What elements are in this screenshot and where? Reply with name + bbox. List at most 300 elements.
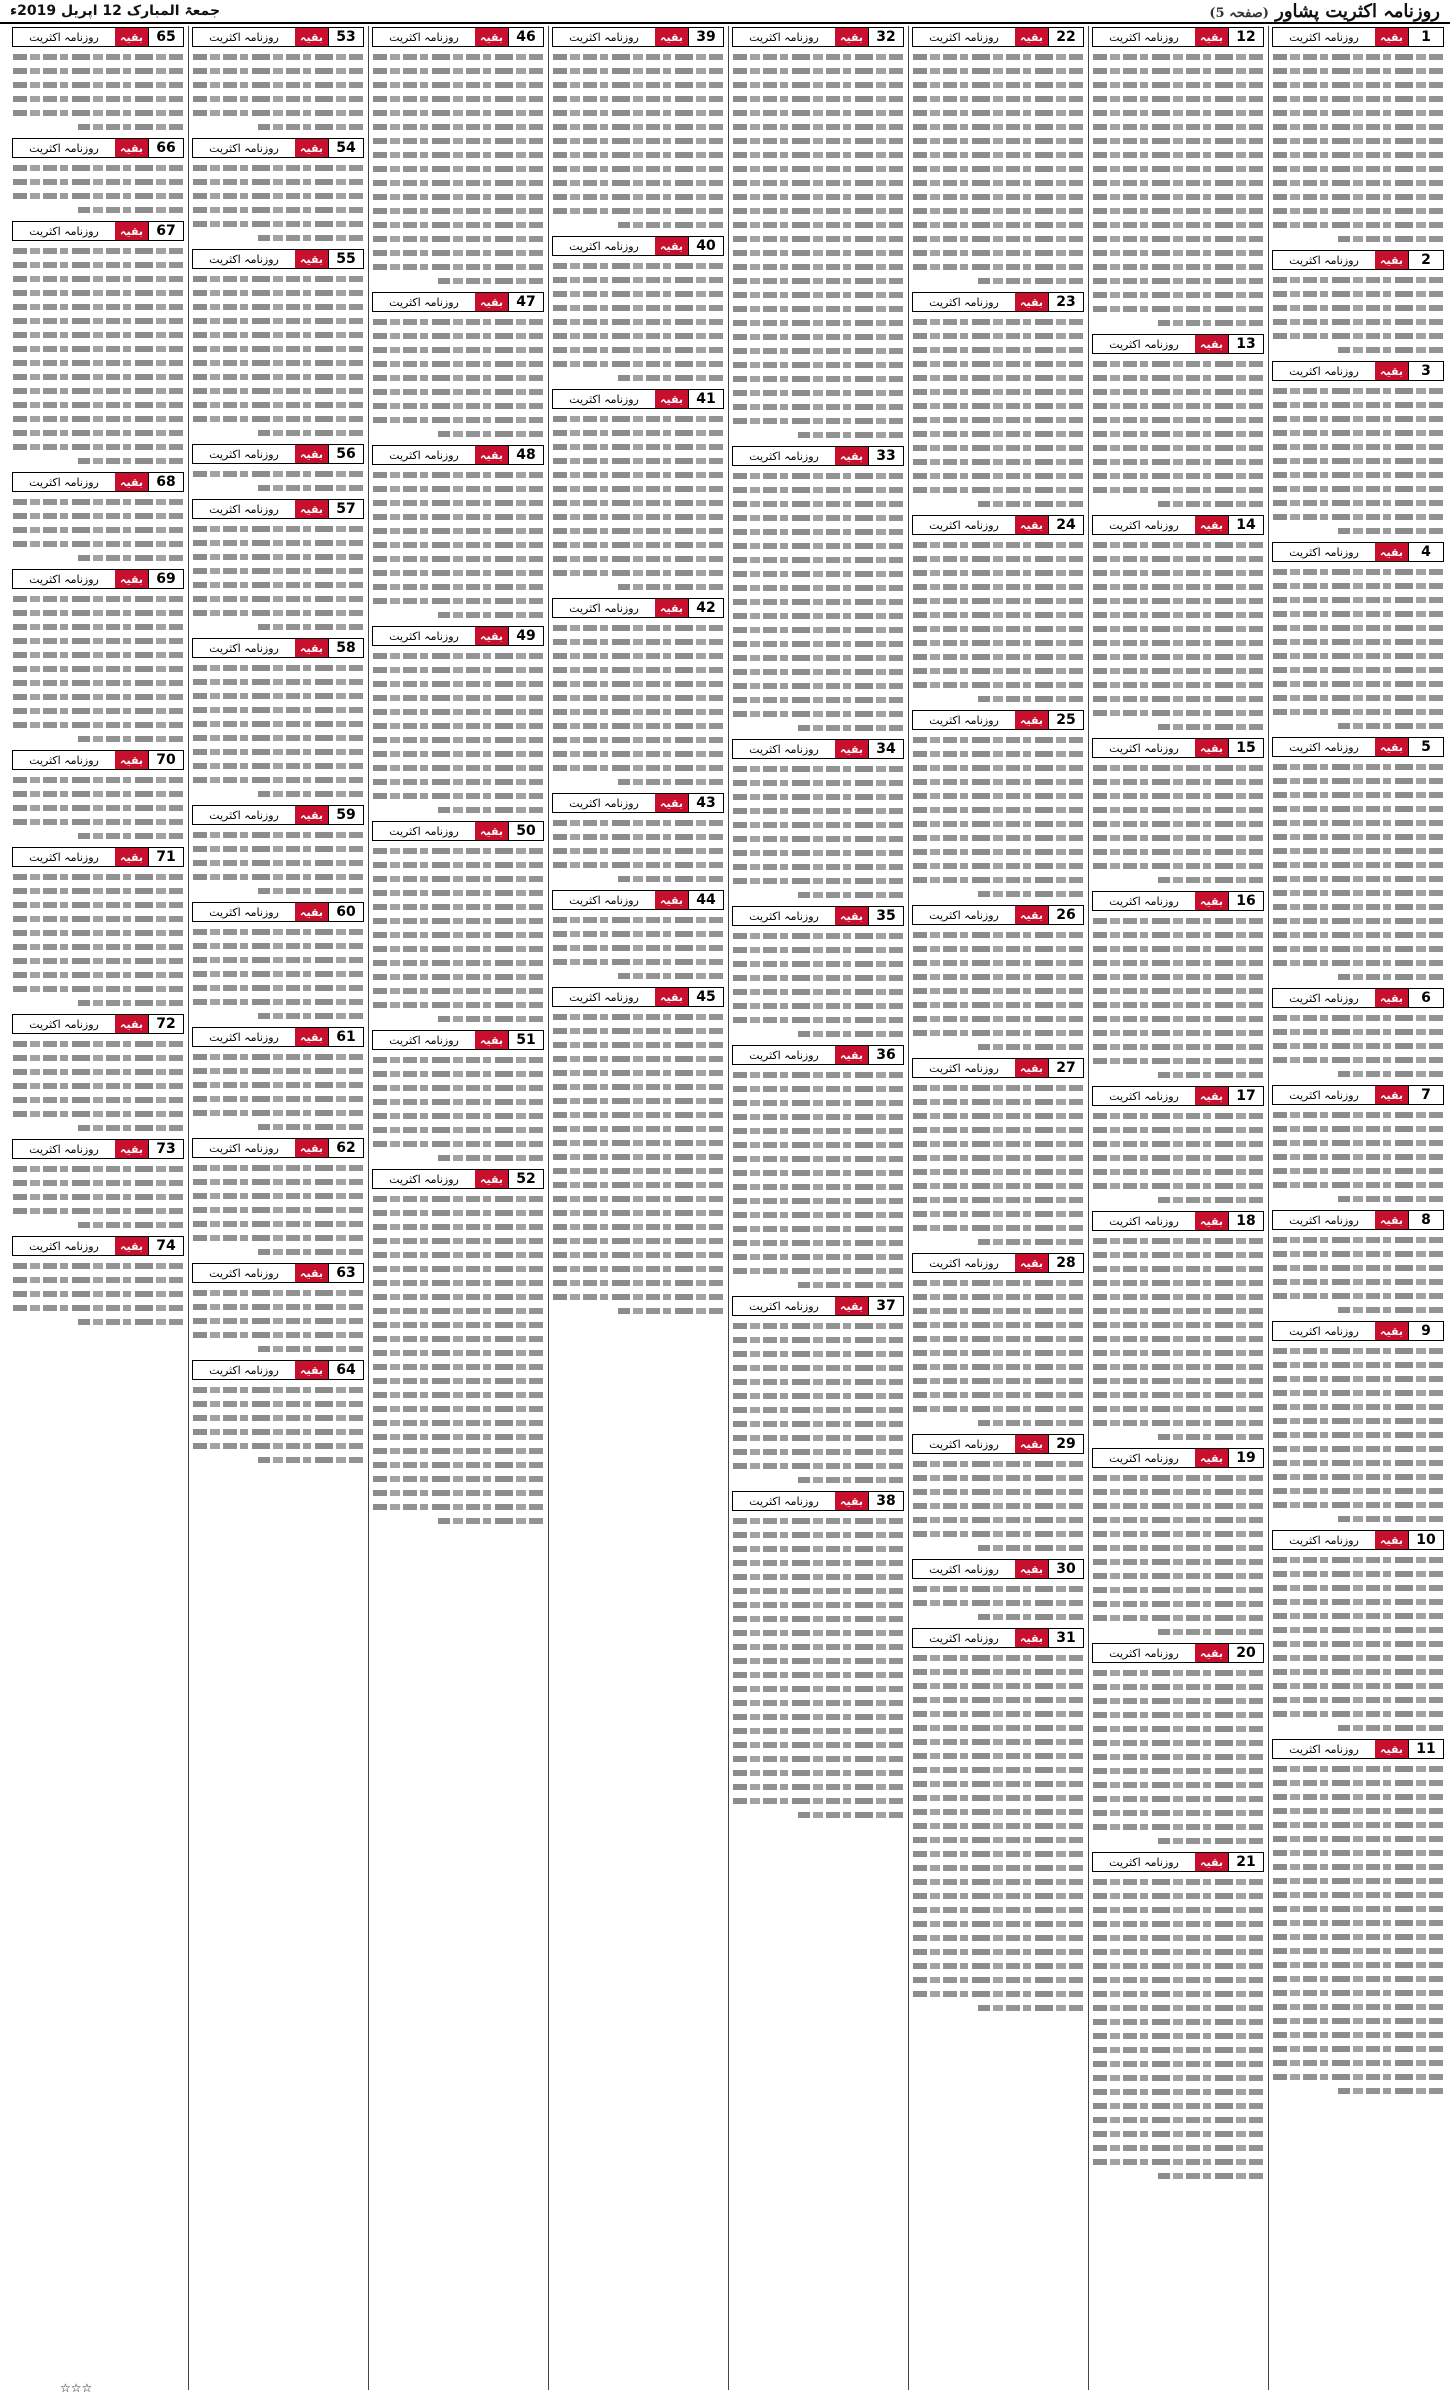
section-brand-tag: بقیہ <box>1375 1086 1408 1104</box>
text-line <box>733 1333 903 1347</box>
section-header <box>372 1030 544 1050</box>
section-paper-name: روزنامہ اکثریت <box>1273 1531 1375 1549</box>
text-line <box>13 106 183 120</box>
text-line <box>193 106 363 120</box>
text-line <box>553 440 723 454</box>
section-body-text <box>1093 914 1263 1082</box>
text-line <box>913 427 1083 441</box>
section-body-text <box>913 928 1083 1054</box>
text-line <box>373 1234 543 1248</box>
text-line <box>733 595 903 609</box>
text-line <box>733 637 903 651</box>
text-line <box>193 536 363 550</box>
text-line <box>913 162 1083 176</box>
text-line <box>1093 288 1263 302</box>
section-header <box>1272 1210 1444 1230</box>
text-line <box>1273 1456 1443 1470</box>
text-line <box>13 78 183 92</box>
section-header <box>192 499 364 519</box>
text-line <box>1273 816 1443 830</box>
text-line <box>193 1231 363 1245</box>
text-line <box>1273 273 1443 287</box>
text-line <box>78 996 183 1010</box>
text-line <box>258 481 363 495</box>
section-body-text <box>1273 50 1443 246</box>
text-line <box>1338 719 1443 733</box>
text-line <box>13 370 183 384</box>
text-line <box>733 414 903 428</box>
section-brand-tag: بقیہ <box>475 627 508 645</box>
text-line <box>733 665 903 679</box>
text-line <box>1093 134 1263 148</box>
text-line <box>193 1286 363 1300</box>
section-brand-tag: بقیہ <box>1195 1644 1228 1662</box>
section-brand-tag: بقیہ <box>1375 1740 1408 1758</box>
text-line <box>733 358 903 372</box>
section-brand-tag: بقیہ <box>1375 989 1408 1007</box>
text-line <box>1093 1973 1263 1987</box>
section-header <box>1272 737 1444 757</box>
section-paper-name: روزنامہ اکثریت <box>913 906 1015 924</box>
text-line <box>913 608 1083 622</box>
text-line <box>1273 1776 1443 1790</box>
text-line <box>193 661 363 675</box>
section-number: 1 <box>1408 28 1443 46</box>
section-number: 11 <box>1408 1740 1443 1758</box>
text-line <box>193 522 363 536</box>
section-number: 39 <box>688 28 723 46</box>
text-line <box>553 120 723 134</box>
text-line <box>1093 859 1263 873</box>
text-line <box>373 120 543 134</box>
section-paper-name: روزنامہ اکثریت <box>1273 543 1375 561</box>
text-line <box>1273 1164 1443 1178</box>
text-line <box>913 733 1083 747</box>
text-line <box>1093 1945 1263 1959</box>
section-brand-tag: بقیہ <box>1015 711 1048 729</box>
text-line <box>1273 2014 1443 2028</box>
text-line <box>733 246 903 260</box>
section-brand-tag: بقیہ <box>1015 28 1048 46</box>
text-line <box>193 564 363 578</box>
text-line <box>1273 468 1443 482</box>
section-body-text <box>373 315 543 441</box>
text-line <box>13 1079 183 1093</box>
text-line <box>373 761 543 775</box>
text-line <box>553 134 723 148</box>
text-line <box>1273 1693 1443 1707</box>
text-line <box>733 218 903 232</box>
text-line <box>1273 1261 1443 1275</box>
text-line <box>1338 970 1443 984</box>
section-number: 3 <box>1408 362 1443 380</box>
text-line <box>13 161 183 175</box>
text-line <box>913 1318 1083 1332</box>
section-brand-tag: بقیہ <box>1015 1254 1048 1272</box>
text-line <box>1093 1680 1263 1694</box>
text-line <box>618 218 723 232</box>
section-number: 26 <box>1048 906 1083 924</box>
section-paper-name: روزنامہ اکثریت <box>553 599 655 617</box>
section-header <box>1272 27 1444 47</box>
text-line <box>1273 287 1443 301</box>
text-line <box>733 190 903 204</box>
text-line <box>13 1051 183 1065</box>
text-line <box>798 1808 903 1822</box>
text-line <box>733 1347 903 1361</box>
section-paper-name: روزنامہ اکثریت <box>1273 1211 1375 1229</box>
text-line <box>193 384 363 398</box>
column-divider <box>1268 26 1269 2390</box>
section-number: 13 <box>1228 335 1263 353</box>
text-line <box>1273 830 1443 844</box>
text-line <box>1273 1122 1443 1136</box>
text-line <box>553 106 723 120</box>
text-line <box>193 1217 363 1231</box>
text-line <box>1273 788 1443 802</box>
text-line <box>913 1276 1083 1290</box>
text-line <box>1273 1150 1443 1164</box>
text-line <box>1093 706 1263 720</box>
section-paper-name: روزنامہ اکثریت <box>1273 1740 1375 1758</box>
section-paper-name: روزنامہ اکثریت <box>1093 516 1195 534</box>
text-line <box>553 1192 723 1206</box>
text-line <box>553 176 723 190</box>
text-line <box>13 300 183 314</box>
text-line <box>1093 78 1263 92</box>
text-line <box>193 1439 363 1453</box>
text-line <box>913 357 1083 371</box>
section-header <box>552 890 724 910</box>
text-line <box>733 693 903 707</box>
text-line <box>1273 384 1443 398</box>
text-line <box>733 316 903 330</box>
text-line <box>1273 1651 1443 1665</box>
section-body-text <box>193 50 363 134</box>
section-header <box>12 750 184 770</box>
text-line <box>1093 1666 1263 1680</box>
text-line <box>1273 1930 1443 1944</box>
section-paper-name: روزنامہ اکثریت <box>1093 1644 1195 1662</box>
text-line <box>733 609 903 623</box>
text-line <box>1273 579 1443 593</box>
column-3 <box>910 26 1086 2390</box>
text-line <box>1093 538 1263 552</box>
text-line <box>1093 1778 1263 1792</box>
text-line <box>78 454 183 468</box>
section-paper-name: روزنامہ اکثریت <box>373 446 475 464</box>
text-line <box>373 1360 543 1374</box>
section-header <box>552 987 724 1007</box>
section-header <box>1272 1321 1444 1341</box>
text-line <box>1093 1597 1263 1611</box>
text-line <box>13 1259 183 1273</box>
text-line <box>1093 622 1263 636</box>
text-line <box>78 1315 183 1329</box>
text-line <box>13 620 183 634</box>
section-brand-tag: بقیہ <box>1015 1435 1048 1453</box>
text-line <box>1273 398 1443 412</box>
section-body-text <box>1093 538 1263 734</box>
text-line <box>1093 1931 1263 1945</box>
text-line <box>733 1166 903 1180</box>
section-number: 63 <box>328 1264 363 1282</box>
section-brand-tag: بقیہ <box>475 293 508 311</box>
section-body-text <box>193 925 363 1023</box>
text-line <box>733 1319 903 1333</box>
text-line <box>733 943 903 957</box>
text-line <box>1093 845 1263 859</box>
text-line <box>1093 664 1263 678</box>
text-line <box>1093 928 1263 942</box>
text-line <box>1093 1109 1263 1123</box>
text-line <box>553 1024 723 1038</box>
text-line <box>1273 1679 1443 1693</box>
text-line <box>373 1290 543 1304</box>
text-line <box>193 50 363 64</box>
text-line <box>913 176 1083 190</box>
section-body-text <box>733 1068 903 1292</box>
text-line <box>1093 274 1263 288</box>
text-line <box>913 148 1083 162</box>
text-line <box>193 64 363 78</box>
text-line <box>373 1206 543 1220</box>
text-line <box>1273 1902 1443 1916</box>
column-divider <box>908 26 909 2390</box>
text-line <box>1093 371 1263 385</box>
section-header <box>912 515 1084 535</box>
section-body-text <box>913 538 1083 706</box>
text-line <box>373 1081 543 1095</box>
section-paper-name: روزنامہ اکثریت <box>193 806 295 824</box>
section-body-text <box>913 1457 1083 1555</box>
text-line <box>438 274 543 288</box>
text-line <box>913 1973 1083 1987</box>
text-line <box>1093 1276 1263 1290</box>
text-line <box>1093 50 1263 64</box>
section-number: 42 <box>688 599 723 617</box>
section-number: 9 <box>1408 1322 1443 1340</box>
text-line <box>1093 1332 1263 1346</box>
section-header <box>192 1138 364 1158</box>
text-line <box>733 134 903 148</box>
text-line <box>1093 176 1263 190</box>
section-brand-tag: بقیہ <box>1195 1853 1228 1871</box>
text-line <box>1273 1428 1443 1442</box>
text-line <box>1093 469 1263 483</box>
text-line <box>733 288 903 302</box>
text-line <box>1273 2070 1443 2084</box>
text-line <box>913 399 1083 413</box>
text-line <box>1093 2001 1263 2015</box>
section-paper-name: روزنامہ اکثریت <box>913 1629 1015 1647</box>
section-number: 50 <box>508 822 543 840</box>
text-line <box>733 1738 903 1752</box>
text-line <box>193 1092 363 1106</box>
text-line <box>1093 1987 1263 2001</box>
text-line <box>193 412 363 426</box>
text-line <box>733 1431 903 1445</box>
text-line <box>1273 454 1443 468</box>
text-line <box>13 384 183 398</box>
section-header <box>1272 250 1444 270</box>
section-body-text <box>913 1081 1083 1249</box>
text-line <box>1093 190 1263 204</box>
text-line <box>913 789 1083 803</box>
text-line <box>1093 789 1263 803</box>
section-brand-tag: بقیہ <box>115 848 148 866</box>
text-line <box>373 998 543 1012</box>
text-line <box>733 1208 903 1222</box>
section-brand-tag: بقیہ <box>295 1139 328 1157</box>
section-paper-name: روزنامہ اکثریت <box>13 28 115 46</box>
text-line <box>1273 1484 1443 1498</box>
text-line <box>1158 497 1263 511</box>
section-number: 18 <box>1228 1212 1263 1230</box>
text-line <box>13 50 183 64</box>
section-paper-name: روزنامہ اکثریت <box>1093 892 1195 910</box>
text-line <box>193 328 363 342</box>
text-line <box>13 426 183 440</box>
section-body-text <box>1273 1011 1443 1081</box>
section-body-text <box>1273 565 1443 733</box>
text-line <box>1273 914 1443 928</box>
text-line <box>13 189 183 203</box>
text-line <box>1273 635 1443 649</box>
section-body-text <box>1093 1666 1263 1848</box>
text-line <box>913 64 1083 78</box>
text-line <box>1093 399 1263 413</box>
text-line <box>373 1388 543 1402</box>
text-line <box>733 804 903 818</box>
text-line <box>193 1411 363 1425</box>
text-line <box>258 787 363 801</box>
text-line <box>553 92 723 106</box>
text-line <box>553 1066 723 1080</box>
text-line <box>553 329 723 343</box>
text-line <box>373 1346 543 1360</box>
text-line <box>373 64 543 78</box>
text-line <box>78 203 183 217</box>
text-line <box>373 1402 543 1416</box>
section-paper-name: روزنامہ اکثریت <box>193 1264 295 1282</box>
text-line <box>913 803 1083 817</box>
section-brand-tag: بقیہ <box>1195 28 1228 46</box>
section-header <box>192 444 364 464</box>
section-body-text <box>13 161 183 217</box>
section-header <box>912 1434 1084 1454</box>
text-line <box>1093 1304 1263 1318</box>
section-header <box>192 138 364 158</box>
section-header <box>732 1491 904 1511</box>
text-line <box>913 1221 1083 1235</box>
text-line <box>733 148 903 162</box>
text-line <box>193 356 363 370</box>
text-line <box>1158 316 1263 330</box>
text-line <box>1273 1874 1443 1888</box>
text-line <box>733 1570 903 1584</box>
section-body-text <box>733 1514 903 1822</box>
text-line <box>373 594 543 608</box>
text-line <box>553 468 723 482</box>
text-line <box>373 218 543 232</box>
text-line <box>1273 106 1443 120</box>
text-line <box>373 468 543 482</box>
text-line <box>913 1721 1083 1735</box>
section-header <box>552 27 724 47</box>
section-paper-name: روزنامہ اکثریت <box>1093 1449 1195 1467</box>
text-line <box>13 272 183 286</box>
text-line <box>1093 232 1263 246</box>
text-line <box>1273 1888 1443 1902</box>
text-line <box>553 691 723 705</box>
text-line <box>78 829 183 843</box>
section-brand-tag: بقیہ <box>1195 739 1228 757</box>
text-line <box>1093 218 1263 232</box>
section-header <box>552 236 724 256</box>
section-body-text <box>1093 50 1263 330</box>
section-header <box>372 445 544 465</box>
section-header <box>552 793 724 813</box>
text-line <box>373 1332 543 1346</box>
text-line <box>193 314 363 328</box>
text-line <box>1093 2015 1263 2029</box>
section-header <box>12 1139 184 1159</box>
section-header <box>732 1296 904 1316</box>
section-header <box>1092 27 1264 47</box>
text-line <box>733 1584 903 1598</box>
text-line <box>733 1375 903 1389</box>
text-line <box>733 260 903 274</box>
section-paper-name: روزنامہ اکثریت <box>1273 989 1375 1007</box>
text-line <box>373 399 543 413</box>
text-line <box>373 649 543 663</box>
section-body-text <box>733 469 903 735</box>
text-line <box>1273 1178 1443 1192</box>
section-header <box>12 138 184 158</box>
text-line <box>733 818 903 832</box>
text-line <box>913 1388 1083 1402</box>
text-line <box>913 1987 1083 2001</box>
section-paper-name: روزنامہ اکثریت <box>733 907 835 925</box>
text-line <box>373 580 543 594</box>
section-number: 31 <box>1048 1629 1083 1647</box>
text-line <box>78 120 183 134</box>
text-line <box>553 510 723 524</box>
text-line <box>913 1151 1083 1165</box>
text-line <box>1273 928 1443 942</box>
section-brand-tag: بقیہ <box>1015 906 1048 924</box>
text-line <box>193 550 363 564</box>
text-line <box>1273 1442 1443 1456</box>
text-line <box>258 426 363 440</box>
section-body-text <box>13 1037 183 1135</box>
section-brand-tag: بقیہ <box>295 500 328 518</box>
text-line <box>553 1094 723 1108</box>
section-paper-name: روزنامہ اکثریت <box>193 139 295 157</box>
text-line <box>913 761 1083 775</box>
text-line <box>1093 1374 1263 1388</box>
section-header <box>12 569 184 589</box>
text-line <box>373 1276 543 1290</box>
section-number: 52 <box>508 1170 543 1188</box>
text-line <box>1093 385 1263 399</box>
section-brand-tag: بقیہ <box>835 907 868 925</box>
section-number: 6 <box>1408 989 1443 1007</box>
text-line <box>193 286 363 300</box>
section-brand-tag: بقیہ <box>1375 1322 1408 1340</box>
text-line <box>193 689 363 703</box>
